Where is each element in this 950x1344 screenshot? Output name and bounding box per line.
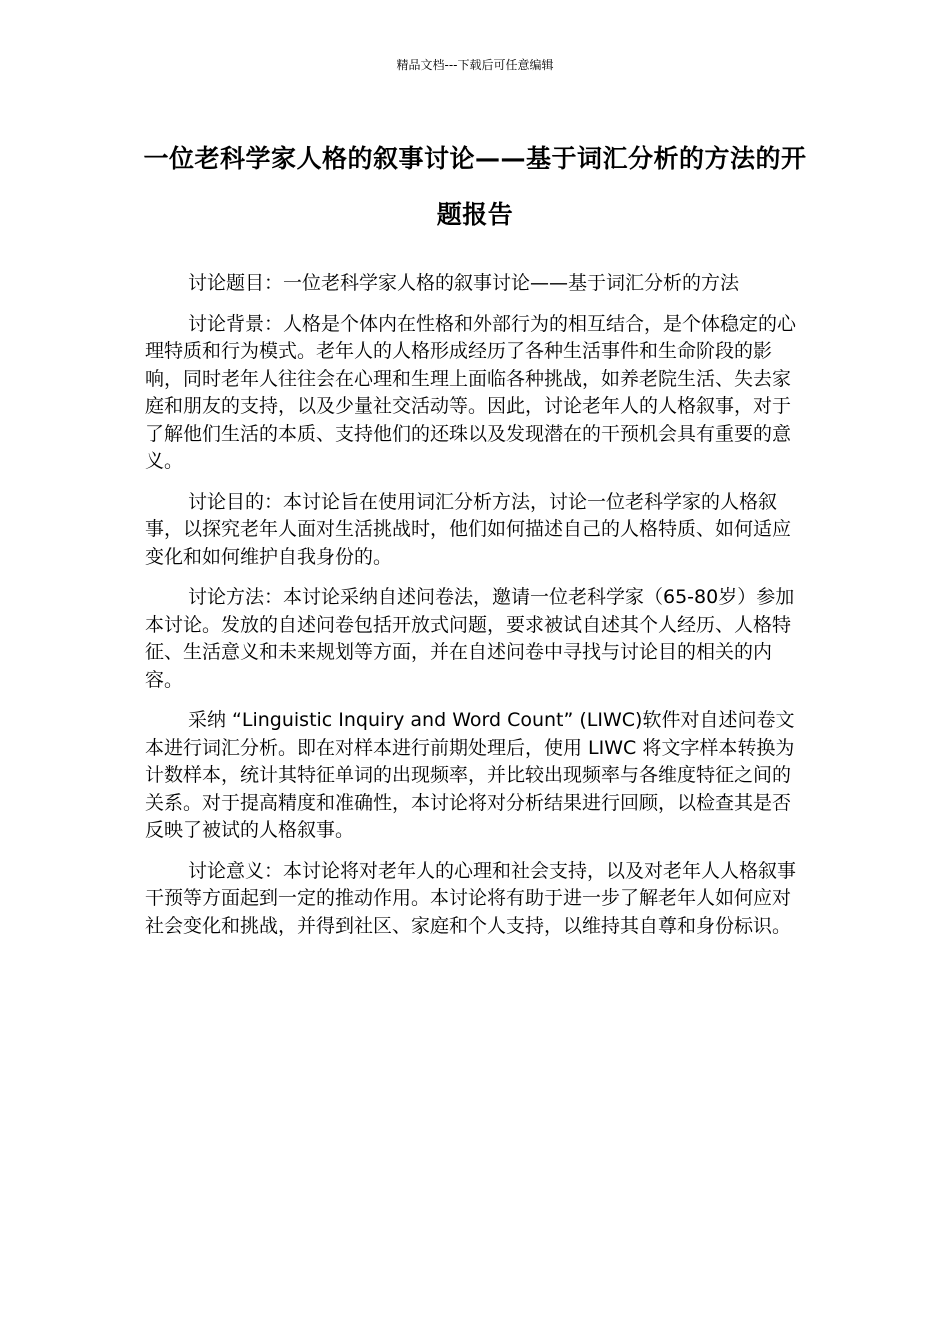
paragraph-topic: 讨论题目：一位老科学家人格的叙事讨论——基于词汇分析的方法 — [188, 272, 740, 294]
paragraph-liwc: 采纳 “Linguistic Inquiry and Word Count” (LIWC)软件对自述问卷文本进行词汇分析。即在对样本进行前期处理后，使用 LIWC 将文字样本转换为计数样本，统计其特征单词的出现频率，并比较出现频率与各维度特征之间的关系。对于提高精度和准确性，本讨论将对分析结果进行回顾，以检查其是否反映了被试的人格叙事。 — [145, 709, 795, 841]
paragraph-significance: 讨论意义：本讨论将对老年人的心理和社会支持，以及对老年人人格叙事干预等方面起到一定的推动作用。本讨论将有助于进一步了解老年人如何应对社会变化和挑战，并得到社区、家庭和个人支持，以维持其自尊和身份标识。 — [145, 859, 797, 937]
paragraph-background: 讨论背景：人格是个体内在性格和外部行为的相互结合，是个体稳定的心理特质和行为模式。老年人的人格形成经历了各种生活事件和生命阶段的影响，同时老年人往往会在心理和生理上面临各种挑战，如养老院生活、失去家庭和朋友的支持，以及少量社交活动等。因此，讨论老年人的人格叙事，对于了解他们生活的本质、支持他们的还珠以及发现潜在的干预机会具有重要的意义。 — [145, 312, 797, 472]
paragraph-method: 讨论方法：本讨论采纳自述问卷法，邀请一位老科学家（65-80岁）参加本讨论。发放的自述问卷包括开放式问题，要求被试自述其个人经历、人格特征、生活意义和未来规划等方面，并在自述问卷中寻找与讨论目的相关的内容。 — [145, 586, 795, 691]
document-body — [145, 270, 809, 953]
header-note: 精品文档---下载后可任意编辑 — [396, 58, 554, 72]
paragraph-purpose: 讨论目的：本讨论旨在使用词汇分析方法，讨论一位老科学家的人格叙事，以探究老年人面对生活挑战时，他们如何描述自己的人格特质、如何适应变化和如何维护自我身份的。 — [145, 490, 792, 568]
document-title: 一位老科学家人格的叙事讨论——基于词汇分析的方法的开题报告 — [143, 144, 807, 229]
